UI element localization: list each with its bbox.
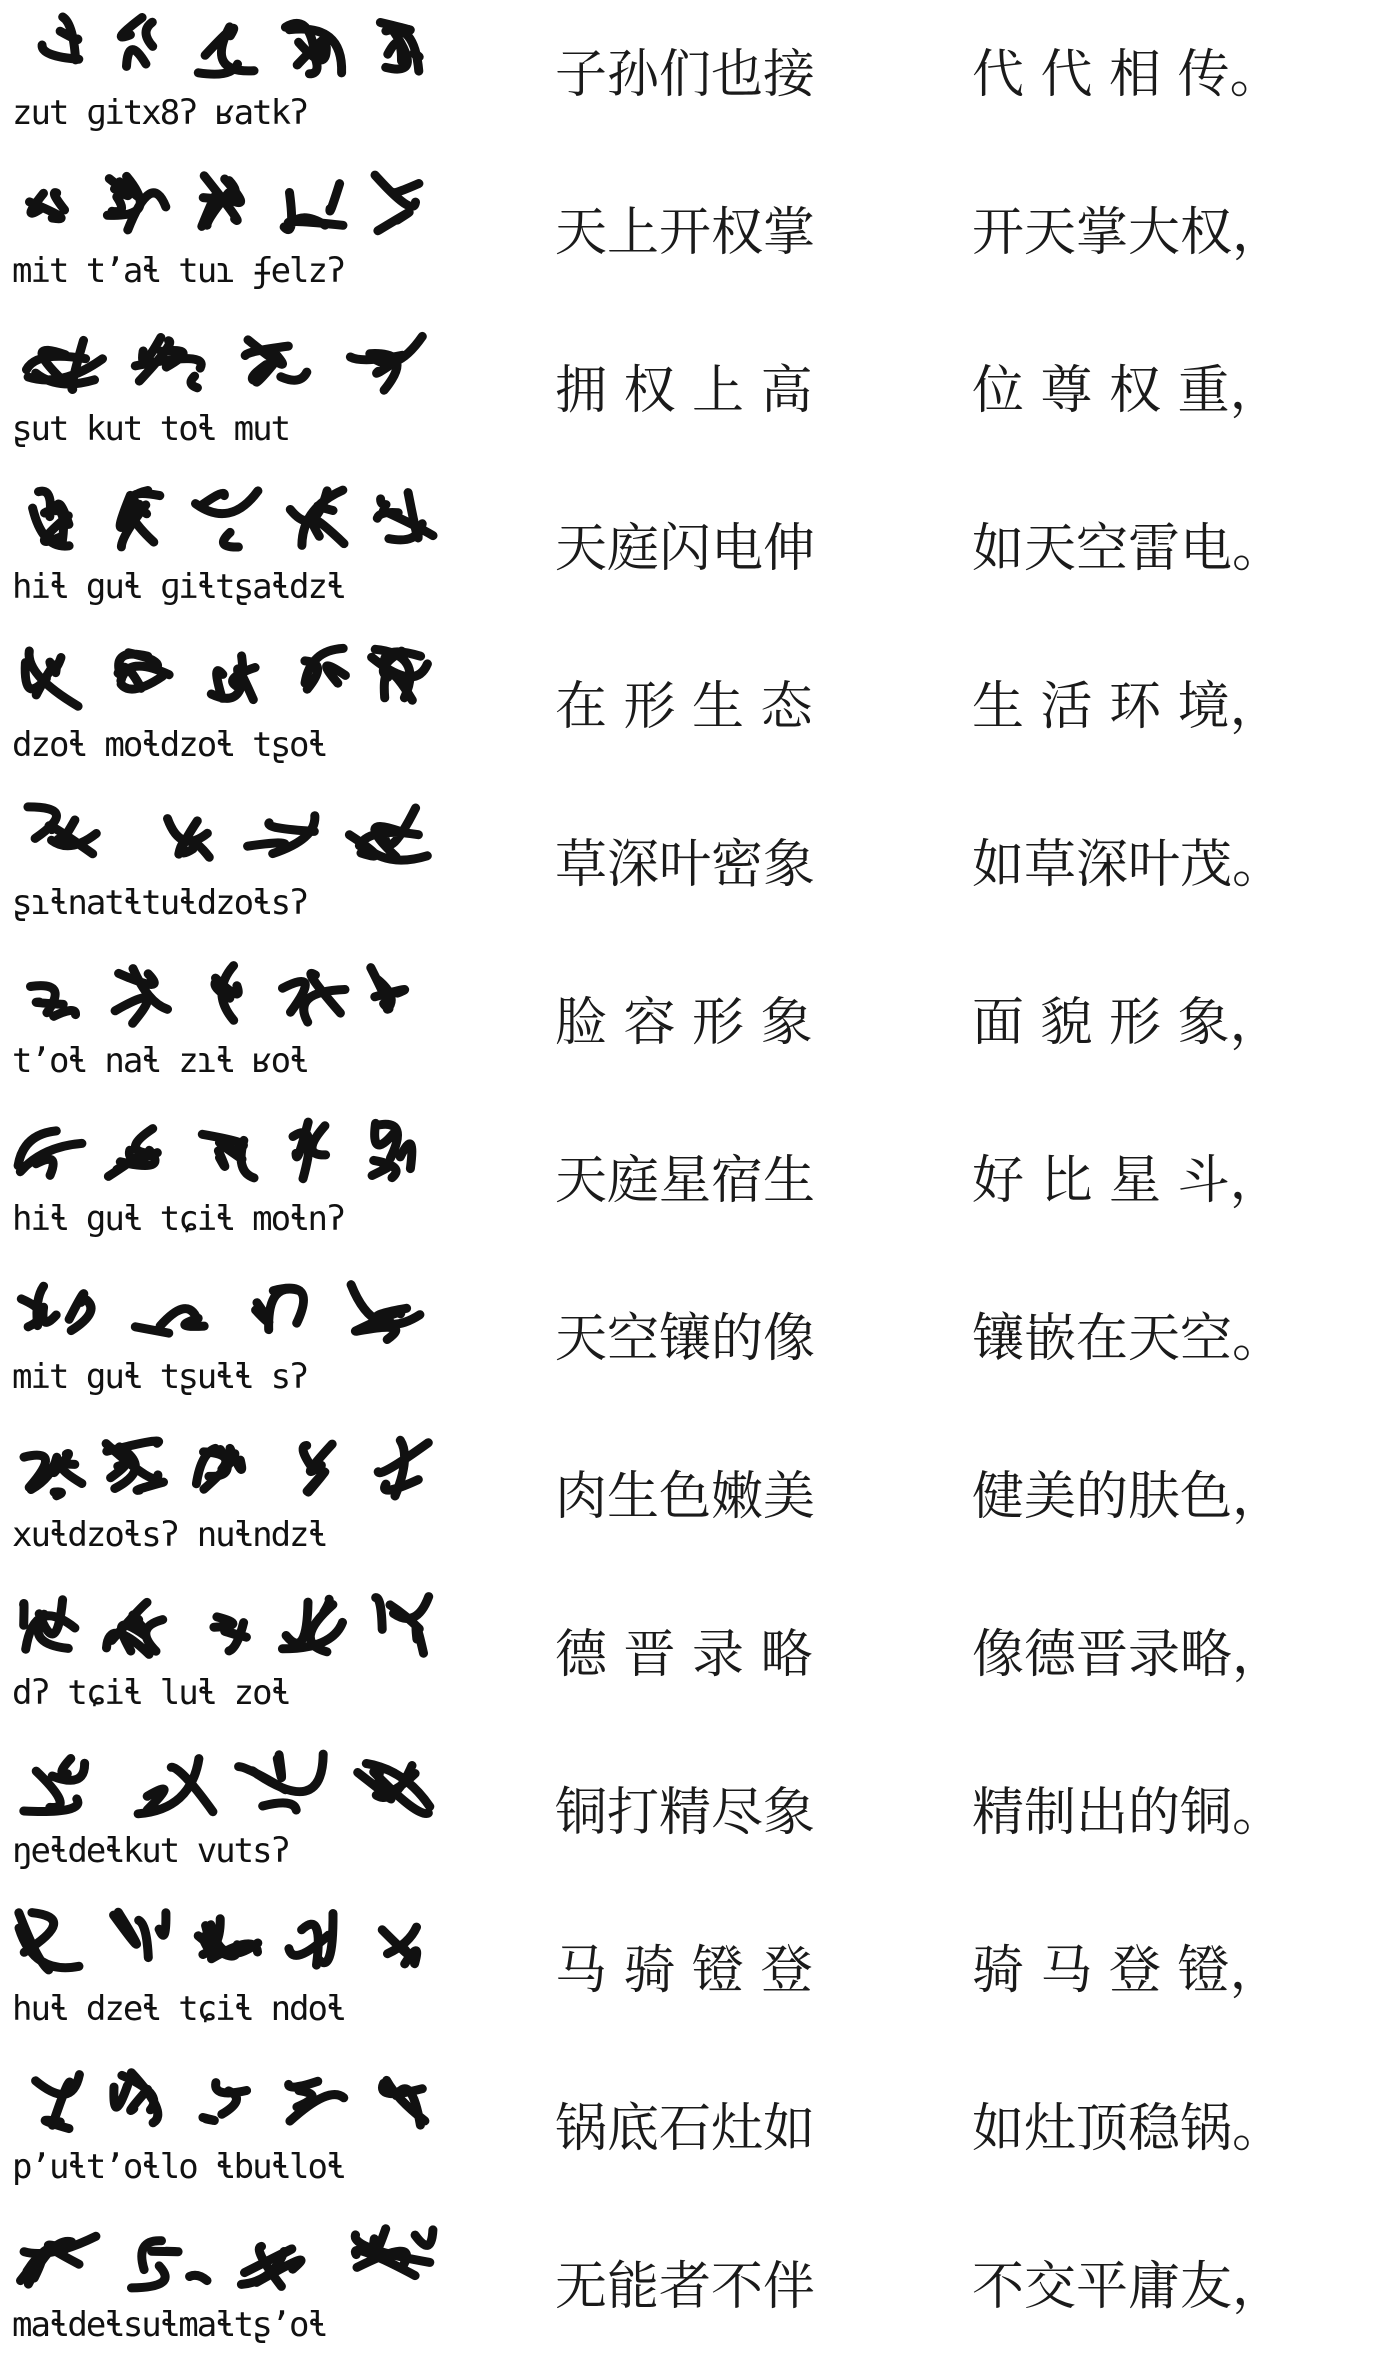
script-glyph xyxy=(355,2229,433,2276)
romanization-text: hiɬ guɬ tɕiɬ moɬnʔ xyxy=(12,1199,345,1239)
script-glyph xyxy=(21,1286,91,1330)
verse-line-first: 马 骑 镫 登 xyxy=(555,1941,813,2001)
script-glyph xyxy=(107,176,165,230)
verse-line-first: 天庭闪电伸 xyxy=(555,519,816,579)
romanization-text: dzoɬ moɬdzoɬ tʂoɬ xyxy=(12,725,326,765)
script-column xyxy=(8,2054,468,2212)
script-glyph xyxy=(351,1285,420,1340)
verse-line-first: 拥 权 上 高 xyxy=(555,361,813,421)
script-glyphs-image xyxy=(8,166,468,248)
script-glyph xyxy=(21,2236,96,2284)
verse-line-second: 代 代 相 传。 xyxy=(972,45,1282,105)
script-column xyxy=(8,1580,468,1738)
script-glyph xyxy=(19,1913,79,1970)
script-glyph xyxy=(202,176,241,227)
verse-row xyxy=(0,158,1392,316)
script-glyph xyxy=(121,18,152,67)
verse-line-second: 面 貌 形 象， xyxy=(972,993,1282,1053)
script-glyphs-image xyxy=(8,1272,468,1354)
verse-line-first: 铜打精尽象 xyxy=(555,1783,816,1843)
script-glyph xyxy=(114,1912,166,1957)
script-glyph xyxy=(198,1919,258,1959)
verse-line-second: 健美的肤色， xyxy=(972,1467,1285,1527)
script-glyph xyxy=(196,1448,241,1489)
script-glyphs-image xyxy=(8,324,468,406)
verse-row xyxy=(0,1580,1392,1738)
romanization-text: pʼuɬtʼoɬlo ɬbuɬloɬ xyxy=(12,2147,345,2187)
script-column xyxy=(8,948,468,1106)
script-glyphs-image xyxy=(8,798,468,880)
script-glyph xyxy=(28,807,96,854)
script-glyph xyxy=(135,1309,204,1333)
script-glyph xyxy=(289,2081,344,2121)
romanization-text: mit guɬ tʂuɬɬ sʔ xyxy=(12,1357,308,1397)
romanization-text: ʂut kut toɬ mut xyxy=(12,409,290,449)
script-glyphs-image xyxy=(8,640,468,722)
verse-row xyxy=(0,1264,1392,1422)
verse-line-first: 无能者不伴 xyxy=(555,2257,816,2317)
script-glyph xyxy=(283,973,346,1022)
verse-line-first: 肉生色嫩美 xyxy=(555,1467,816,1527)
script-glyph xyxy=(372,649,428,700)
script-glyphs-image xyxy=(8,2220,468,2302)
script-glyph xyxy=(132,2241,208,2288)
verse-line-first: 天庭星宿生 xyxy=(555,1151,816,1211)
romanization-text: maɬdeɬsuɬmaɬtʂʼoɬ xyxy=(12,2305,326,2345)
verse-line-first: 天上开权掌 xyxy=(555,203,816,263)
script-glyph xyxy=(114,2073,158,2123)
verse-line-first: 在 形 生 态 xyxy=(555,677,813,737)
script-column xyxy=(8,2212,468,2370)
script-glyph xyxy=(293,1122,326,1179)
script-column xyxy=(8,158,468,316)
verse-row xyxy=(0,790,1392,948)
script-column xyxy=(8,790,468,948)
romanization-text: huɬ dzeɬ tɕiɬ ndoɬ xyxy=(12,1989,345,2029)
verse-row xyxy=(0,1106,1392,1264)
verse-row xyxy=(0,474,1392,632)
script-column xyxy=(8,632,468,790)
verse-line-second: 精制出的铜。 xyxy=(972,1783,1285,1843)
script-glyph xyxy=(215,966,238,1021)
script-column xyxy=(8,1106,468,1264)
script-glyph xyxy=(198,27,254,74)
verse-line-second: 不交平庸友， xyxy=(972,2257,1285,2317)
verse-line-first: 天空镶的像 xyxy=(555,1309,816,1369)
script-column xyxy=(8,316,468,474)
script-glyph xyxy=(168,819,210,858)
script-glyph xyxy=(358,1764,430,1814)
verse-line-first: 子孙们也接 xyxy=(555,45,816,105)
script-glyph xyxy=(25,651,78,706)
script-glyphs-image xyxy=(8,8,468,90)
script-glyph xyxy=(245,340,307,382)
verse-line-second: 好 比 星 斗， xyxy=(972,1151,1282,1211)
script-glyph xyxy=(135,338,201,388)
script-glyph xyxy=(282,1599,342,1652)
verse-line-first: 锅底石灶如 xyxy=(555,2099,816,2159)
verse-line-second: 位 尊 权 重， xyxy=(972,361,1282,421)
script-glyph xyxy=(372,1123,412,1177)
script-glyphs-image xyxy=(8,482,468,564)
verse-line-first: 德 晋 录 略 xyxy=(555,1625,813,1685)
script-glyph xyxy=(36,2075,80,2129)
script-glyphs-image xyxy=(8,1588,468,1670)
verse-line-second: 如天空雷电。 xyxy=(972,519,1285,579)
verse-line-first: 草深叶密象 xyxy=(555,835,816,895)
script-glyphs-image xyxy=(8,2062,468,2144)
verse-row xyxy=(0,1422,1392,1580)
romanization-text: ʂɿɬnatɬtuɬdzoɬsʔ xyxy=(12,883,308,923)
script-column xyxy=(8,1422,468,1580)
romanization-text: hiɬ guɬ ɡiɬtʂaɬdzɬ xyxy=(12,567,345,607)
script-glyph xyxy=(284,184,343,230)
verse-row xyxy=(0,948,1392,1106)
verse-line-second: 像德晋录略， xyxy=(972,1625,1285,1685)
verse-line-second: 如草深叶茂。 xyxy=(972,835,1285,895)
script-glyph xyxy=(382,1927,416,1964)
verse-row xyxy=(0,632,1392,790)
script-glyph xyxy=(350,336,422,390)
script-glyph xyxy=(303,1444,332,1492)
verse-line-second: 如灶顶稳锅。 xyxy=(972,2099,1285,2159)
verse-line-second: 开天掌大权， xyxy=(972,203,1285,263)
script-column xyxy=(8,1738,468,1896)
script-glyph xyxy=(349,808,427,860)
script-column xyxy=(8,1264,468,1422)
script-glyph xyxy=(382,2080,424,2125)
script-glyph xyxy=(371,968,405,1010)
script-glyph xyxy=(285,23,341,73)
script-glyph xyxy=(120,491,160,547)
script-column xyxy=(8,0,468,158)
script-column xyxy=(8,474,468,632)
script-glyph xyxy=(248,816,315,854)
romanization-text: xuɬdzoɬsʔ nuɬndzɬ xyxy=(12,1515,326,1555)
script-glyph xyxy=(24,1759,85,1812)
script-glyph xyxy=(214,1617,247,1651)
script-glyph xyxy=(27,340,103,389)
verse-line-second: 骑 马 登 镫， xyxy=(972,1941,1282,2001)
script-glyph xyxy=(380,23,419,72)
verse-row xyxy=(0,2054,1392,2212)
script-glyph xyxy=(24,1600,75,1650)
script-glyph xyxy=(239,1754,324,1810)
script-glyph xyxy=(118,653,169,689)
script-glyph xyxy=(376,1597,429,1654)
romanization-text: mit tʼaɬ tuɿ ʄelzʔ xyxy=(12,251,345,291)
script-glyph xyxy=(202,1134,254,1178)
script-glyphs-image xyxy=(8,1114,468,1196)
romanization-text: tʼoɬ naɬ zɿɬ ʁoɬ xyxy=(12,1041,308,1081)
verse-row xyxy=(0,1896,1392,2054)
script-glyph xyxy=(290,490,344,545)
script-glyph xyxy=(375,175,419,231)
script-glyph xyxy=(42,17,79,60)
script-column xyxy=(8,1896,468,2054)
script-glyph xyxy=(18,1131,82,1175)
script-glyphs-image xyxy=(8,1430,468,1512)
script-glyph xyxy=(30,193,65,219)
script-glyph xyxy=(24,1454,82,1496)
verse-line-first: 脸 容 形 象 xyxy=(555,993,813,1053)
script-glyph xyxy=(108,1129,157,1177)
verse-line-second: 生 活 环 境， xyxy=(972,677,1282,737)
verse-row xyxy=(0,0,1392,158)
romanization-text: zut ɡitx8ʔ ʁatkʔ xyxy=(12,93,308,133)
verse-row xyxy=(0,1738,1392,1896)
script-glyph xyxy=(241,2246,301,2286)
script-glyph xyxy=(107,1602,163,1654)
script-glyphs-image xyxy=(8,1746,468,1828)
script-glyph xyxy=(106,1441,163,1490)
script-glyph xyxy=(203,2083,247,2121)
script-glyph xyxy=(196,491,258,547)
romanization-text: dʔ tɕiɬ luɬ zoɬ xyxy=(12,1673,290,1713)
script-glyph xyxy=(33,491,70,546)
script-glyph xyxy=(378,1440,428,1496)
script-glyph xyxy=(115,969,167,1024)
script-glyph xyxy=(377,493,433,540)
script-glyph xyxy=(138,1759,213,1814)
romanization-text: ŋeɬdeɬkut vutsʔ xyxy=(12,1831,290,1871)
script-glyph xyxy=(305,648,346,689)
script-glyphs-image xyxy=(8,956,468,1038)
script-glyph xyxy=(31,986,76,1017)
verse-row xyxy=(0,2212,1392,2370)
script-glyph xyxy=(256,1288,304,1330)
verse-line-second: 镶嵌在天空。 xyxy=(972,1309,1285,1369)
script-glyphs-image xyxy=(8,1904,468,1986)
verse-row xyxy=(0,316,1392,474)
script-glyph xyxy=(211,656,255,700)
script-glyph xyxy=(289,1914,333,1966)
